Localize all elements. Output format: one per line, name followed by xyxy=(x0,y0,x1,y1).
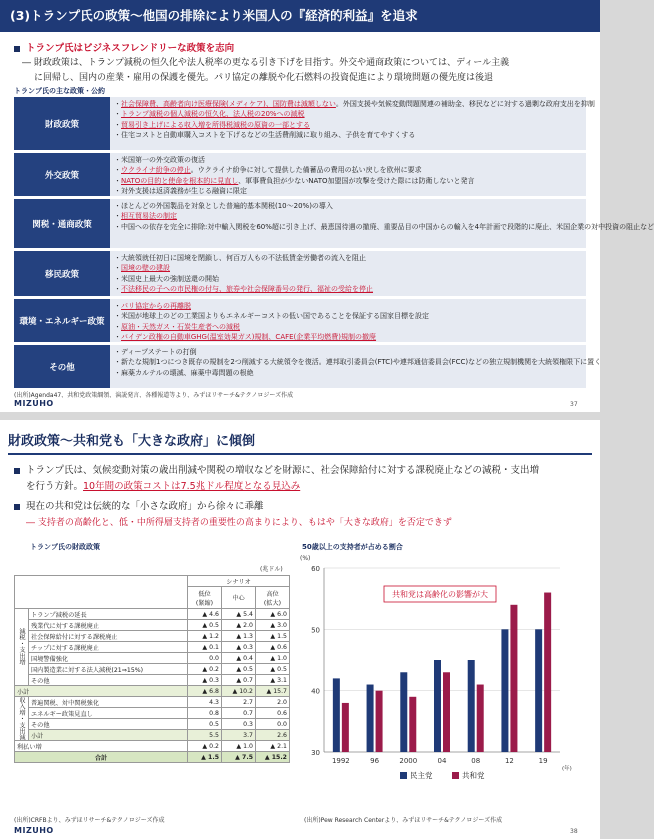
policy-item: ・ 社会保障費、高齢者向け医療保険(メディケア)、国防費は減額しない。外国支援や気候変動問題関連の補助金、移民などに対する過剰な政府支出を抑制 xyxy=(114,99,584,109)
policy-item: ・ 大統領就任初日に国境を閉鎖し、何百万人もの不法低賃金労働者の流入を阻止 xyxy=(114,253,584,263)
bullet-square-icon xyxy=(14,504,20,510)
bar-democrat xyxy=(468,660,475,752)
bar-republican xyxy=(477,685,484,752)
policy-items xyxy=(114,155,584,196)
heading: トランプ氏はビジネスフレンドリーな政策を志向 xyxy=(14,40,234,54)
policy-item: ・ 麻薬カルテルの壊滅、麻薬中毒問題の根絶 xyxy=(114,368,584,378)
bullet-square-icon xyxy=(14,468,20,474)
y-tick-label: 30 xyxy=(311,749,320,757)
table-cell: ▲ 2.0 xyxy=(222,620,256,631)
table-cell: ▲ 0.7 xyxy=(222,675,256,686)
policy-item: ・ ほとんどの外国製品を対象とした普遍的基本関税(10～20%)の導入 xyxy=(114,201,584,211)
bullet-1: トランプ氏は、気候変動対策の歳出削減や関税の増収などを財源に、社会保障給付に対する課税廃止などの減税・支出増 xyxy=(14,462,539,476)
table-cell: 低位 (緊縮) xyxy=(188,587,222,609)
policy-category: 財政政策 xyxy=(14,97,110,150)
policy-item: ・ 不法移民の子への市民権の付与、旅券や社会保障番号の発行、福祉の受給を停止 xyxy=(114,284,584,294)
policy-row xyxy=(14,345,602,391)
page-number: 37 xyxy=(570,401,578,408)
table-cell: 高位 (拡大) xyxy=(256,587,290,609)
mizuho-logo: MIZUHO xyxy=(14,399,54,408)
table-cell: 0.5 xyxy=(188,719,222,730)
policy-row xyxy=(14,251,586,299)
legend-swatch xyxy=(452,772,459,779)
slide-37 xyxy=(0,0,654,412)
table-cell: チップに対する課税廃止 xyxy=(29,642,188,653)
policy-item: ・ 米国が地球上のどの工業国よりもエネルギーコストの低い国であることを保証する国家目標を設定 xyxy=(114,311,584,321)
policy-items xyxy=(114,301,584,342)
x-axis-unit: (年) xyxy=(562,766,572,772)
body-line-1: ― 財政政策は、トランプ減税の恒久化や法人税率の更なる引き下げを目指す。外交や通商政策については、ディール主義 xyxy=(22,58,510,68)
policy-category: 環境・エネルギー政策 xyxy=(14,299,110,342)
table-cell: その他 xyxy=(29,719,188,730)
legend-label: 共和党 xyxy=(462,771,485,780)
x-tick-label: 08 xyxy=(471,757,481,765)
bar-chart xyxy=(296,552,592,812)
bullet-1-cont: を行う方針。10年間の政策コストは7.5兆ドル程度となる見込み xyxy=(26,481,301,492)
y-tick-label: 50 xyxy=(311,626,320,635)
y-tick-label: 60 xyxy=(311,565,320,573)
bar-republican xyxy=(510,605,517,752)
table-cell: ▲ 1.0 xyxy=(222,741,256,752)
table-row xyxy=(15,642,290,653)
table-cell: ▲ 0.2 xyxy=(188,741,222,752)
bullet-square-icon xyxy=(14,46,20,52)
y-axis-unit: (%) xyxy=(300,555,311,562)
bar-republican xyxy=(443,672,450,752)
table-cell: 普遍関税、対中関税強化 xyxy=(29,697,188,708)
table-cell: ▲ 10.2 xyxy=(222,686,256,697)
table-row xyxy=(15,719,290,730)
policy-item: ・ NATOの目的と使命を根本的に見直し、軍事費負担が少ないNATO加盟国が攻撃を受けた際には防衛しないと発言 xyxy=(114,176,584,186)
policy-category: 移民政策 xyxy=(14,251,110,296)
table-cell: 国内製造業に対する法人減税(21⇒15%) xyxy=(29,664,188,675)
table-cell: ▲ 1.0 xyxy=(256,653,290,664)
table-cell: シナリオ xyxy=(188,576,290,587)
table-row xyxy=(15,664,290,675)
table-cell: ▲ 7.5 xyxy=(222,752,256,763)
policy-item: ・ 国境の壁の建設 xyxy=(114,263,584,273)
interest-row xyxy=(15,741,290,752)
table-cell: 収入増・支出減 xyxy=(15,697,29,741)
unit-label: (兆ドル) xyxy=(260,566,283,573)
policy-items xyxy=(114,347,602,378)
bar-democrat xyxy=(535,629,542,752)
table-cell: ▲ 0.6 xyxy=(256,642,290,653)
policy-items xyxy=(114,201,654,232)
slide-38 xyxy=(0,420,600,839)
policy-row xyxy=(14,97,595,153)
table-cell: ▲ 15.2 xyxy=(256,752,290,763)
table-cell: 国境警備強化 xyxy=(29,653,188,664)
table-cell: 0.0 xyxy=(188,653,222,664)
table-cell: ▲ 3.1 xyxy=(256,675,290,686)
table-cell: 小計 xyxy=(29,730,188,741)
table-cell: ▲ 0.4 xyxy=(222,653,256,664)
table-cell: ▲ 15.7 xyxy=(256,686,290,697)
policy-row xyxy=(14,299,586,345)
table-cell: ▲ 6.0 xyxy=(256,609,290,620)
table-cell: 合計 xyxy=(15,752,188,763)
bullet-2: 現在の共和党は伝統的な「小さな政府」から徐々に乖離 xyxy=(14,498,264,512)
policy-row xyxy=(14,199,654,251)
policy-items xyxy=(114,253,584,294)
policy-category: 外交政策 xyxy=(14,153,110,196)
table-cell: 残業代に対する課税廃止 xyxy=(29,620,188,631)
policy-item: ・ バイデン政権の自動車GHG(温室効果ガス)規制、CAFE(企業平均燃費)規制の撤廃 xyxy=(114,332,584,342)
bar-democrat xyxy=(367,685,374,752)
x-tick-label: 12 xyxy=(504,757,514,765)
x-tick-label: 2000 xyxy=(399,757,418,765)
source-right: (出所)Pew Research Centerより、みずほリサーチ&テクノロジーズ作成 xyxy=(304,817,503,824)
subtotal-row xyxy=(15,686,290,697)
table-cell: 2.0 xyxy=(256,697,290,708)
table-cell: ▲ 0.3 xyxy=(222,642,256,653)
policy-item: ・ 貿易引き上げによる収入増を所得税減税の原資の一部とする xyxy=(114,120,584,130)
table-cell: 2.6 xyxy=(256,730,290,741)
bar-democrat xyxy=(400,672,407,752)
table-header xyxy=(15,576,290,587)
bar-democrat xyxy=(434,660,441,752)
legend-swatch xyxy=(400,772,407,779)
policy-category: 関税・通商政策 xyxy=(14,199,110,248)
table-row xyxy=(15,620,290,631)
table-cell: ▲ 0.2 xyxy=(188,664,222,675)
policy-category: その他 xyxy=(14,345,110,388)
body-line-2: に回帰し、国内の産業・雇用の保護を優先。パリ協定の離脱や化石燃料の投資促進により環境問題の優先度は後退 xyxy=(34,73,494,83)
policy-item: ・ トランプ減税の個人減税の恒久化、法人税の20%への減税 xyxy=(114,109,584,119)
table-row xyxy=(15,708,290,719)
table-cell: エネルギー政策見直し xyxy=(29,708,188,719)
policy-item: ・ ディープステートの打倒 xyxy=(114,347,584,357)
bullet-2-sub: ― 支持者の高齢化と、低・中所得層支持者の重要性の高まりにより、もはや「大きな政府」を否定できず xyxy=(26,518,452,528)
table-cell: ▲ 0.5 xyxy=(256,664,290,675)
table-cell: ▲ 0.3 xyxy=(188,675,222,686)
annotation-text: 共和党は高齢化の影響が大 xyxy=(392,590,488,599)
table-cell: 2.7 xyxy=(222,697,256,708)
policy-item: ・ 相互貿易法の制定 xyxy=(114,211,584,221)
table-cell: 3.7 xyxy=(222,730,256,741)
legend-label: 民主党 xyxy=(410,771,433,780)
table-cell: ▲ 5.4 xyxy=(222,609,256,620)
policy-item: ・ 新たな規制1つにつき既存の規制を2つ削減する大統領令を復活。連邦取引委員会(FTC)や連邦通信委員会(FCC)などの独立規制機関を大統領権限下に置く xyxy=(114,357,584,367)
table-cell: 中心 xyxy=(222,587,256,609)
table-cell: 利払い増 xyxy=(15,741,188,752)
table-cell: ▲ 1.5 xyxy=(256,631,290,642)
x-tick-label: 04 xyxy=(437,757,447,765)
page-number: 38 xyxy=(570,828,578,835)
slide-title: (3)トランプ氏の政策～他国の排除により米国人の『経済的利益』を追求 xyxy=(0,0,600,32)
policy-item: ・ ウクライナ紛争の停止。ウクライナ紛争に対して提供した備蓄品の費用の払い戻しを欧州に要求 xyxy=(114,165,584,175)
table-cell: ▲ 6.8 xyxy=(188,686,222,697)
source-note: (出所)Agenda47、共和党政策綱領、演説発言、各種報道等より、みずほリサーチ&テクノロジーズ作成 xyxy=(14,392,294,399)
table-cell: ▲ 2.1 xyxy=(256,741,290,752)
table-row xyxy=(15,609,290,620)
policy-cost: 10年間の政策コストは7.5兆ドル程度となる見込み xyxy=(83,481,301,492)
table-cell: 0.6 xyxy=(256,708,290,719)
policy-item: ・ 住宅コストと自動車購入コストを下げるなどの生活費削減に取り組み、子供を育てやすくする xyxy=(114,130,584,140)
table-cell: ▲ 0.5 xyxy=(188,620,222,631)
table-row xyxy=(15,675,290,686)
x-tick-label: 96 xyxy=(370,757,380,765)
bar-republican xyxy=(409,697,416,752)
bar-republican xyxy=(544,593,551,752)
table-cell: ▲ 4.6 xyxy=(188,609,222,620)
table-cell: 4.3 xyxy=(188,697,222,708)
x-tick-label: 1992 xyxy=(331,757,350,765)
mizuho-logo: MIZUHO xyxy=(14,826,54,835)
y-tick-label: 40 xyxy=(311,687,320,696)
table-cell: 社会保障給付に対する課税廃止 xyxy=(29,631,188,642)
table-cell: その他 xyxy=(29,675,188,686)
table-cell: 小計 xyxy=(15,686,188,697)
source-left: (出所)CRFBより、みずほリサーチ&テクノロジーズ作成 xyxy=(14,817,165,824)
fiscal-table xyxy=(14,575,290,763)
table-title: トランプ氏の財政政策 xyxy=(30,543,100,551)
table-cell: ▲ 1.5 xyxy=(188,752,222,763)
table-row xyxy=(15,697,290,708)
table-title: トランプ氏の主な政策・公約 xyxy=(14,87,105,95)
chart-title: 50歳以上の支持者が占める割合 xyxy=(302,543,403,551)
table-cell: ▲ 0.5 xyxy=(222,664,256,675)
table-cell: トランプ減税の延長 xyxy=(29,609,188,620)
subtotal-row xyxy=(15,730,290,741)
table-cell: 0.0 xyxy=(256,719,290,730)
table-cell: ▲ 0.1 xyxy=(188,642,222,653)
policy-item: ・ パリ協定からの再離脱 xyxy=(114,301,584,311)
table-row xyxy=(15,631,290,642)
table-cell: 5.5 xyxy=(188,730,222,741)
x-tick-label: 19 xyxy=(538,757,548,765)
policy-item: ・ 原油・天然ガス・石炭生産者への減税 xyxy=(114,322,584,332)
table-header xyxy=(15,587,290,609)
policy-item: ・ 中国への依存を完全に排除:対中輸入関税を60%超に引き上げ、最恵国待遇の撤廃、重要品目の中国からの輸入を4年計画で段階的に廃止、米国企業の対中投資の阻止など xyxy=(114,222,584,232)
policy-items xyxy=(114,99,595,140)
bar-democrat xyxy=(333,678,340,752)
policy-row xyxy=(14,153,586,199)
table-cell: ▲ 1.2 xyxy=(188,631,222,642)
bar-republican xyxy=(342,703,349,752)
policy-item: ・ 米国史上最大の強制送還の開始 xyxy=(114,274,584,284)
table-cell: 0.8 xyxy=(188,708,222,719)
policy-item: ・ 米国第一の外交政策の復活 xyxy=(114,155,584,165)
table-cell xyxy=(15,587,188,609)
table-cell: 0.3 xyxy=(222,719,256,730)
total-row xyxy=(15,752,290,763)
slide-title: 財政政策～共和党も「大きな政府」に傾倒 xyxy=(8,430,592,455)
table-cell: ▲ 1.3 xyxy=(222,631,256,642)
table-cell xyxy=(15,576,188,587)
policy-item: ・ 対外支援は返済義務が生じる融資に限定 xyxy=(114,186,584,196)
table-cell: 0.7 xyxy=(222,708,256,719)
table-cell: ▲ 3.0 xyxy=(256,620,290,631)
bar-republican xyxy=(376,691,383,752)
table-cell: 減税・支出増 xyxy=(15,609,29,686)
table-row xyxy=(15,653,290,664)
bar-democrat xyxy=(501,629,508,752)
